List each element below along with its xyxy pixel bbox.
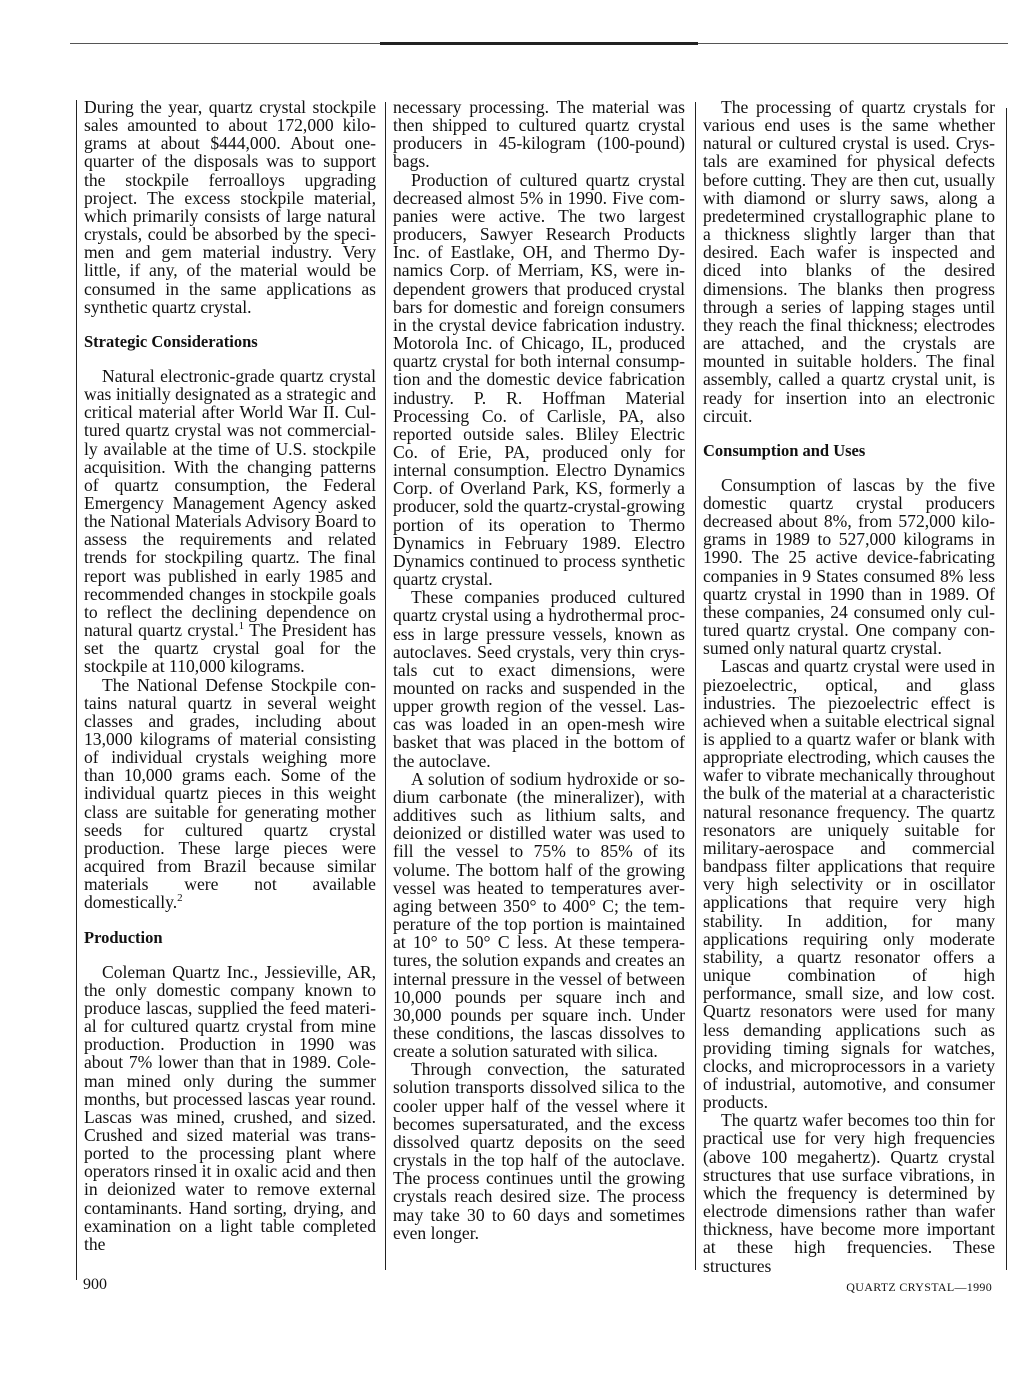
- running-title: QUARTZ CRYSTAL—1990: [846, 1280, 992, 1294]
- paragraph: The processing of quartz crystals for various end uses is the same whether natural or cultured crystal is used. Crystals are examined for physical defects before cutting. They are then cut, usually with diamond or slurry saws, along a predetermined crystallographic plane to a thickness slightly larger than that desired. Each wafer is inspected and diced into blanks of the desired dimensions. The blanks then progress through a series of lapping stages until they reach the final thickness; electrodes are attached, and the crystals are mounted in suitable holders. The final assembly, called a quartz crystal unit, is ready for insertion into an electronic circuit.: [703, 97, 995, 426]
- column-2: [393, 98, 685, 1242]
- footnote-marker: 1: [238, 620, 245, 633]
- section-heading: Strategic Considerations: [84, 331, 258, 351]
- column-rule-left: [76, 100, 77, 1280]
- paragraph: Production of cultured quartz crystal decreased almost 5% in 1990. Five companies were active. The two largest producers, Sawyer Research Products Inc. of Eastlake, OH, and Thermo Dynamics Corp. of Merriam, KS, were independent growers that produced crystal bars for domestic and foreign consumers in the crystal device fabrication industry. Motorola Inc. of Chicago, IL, produced quartz crystal for both internal consumption and the domestic device fabrication industry. P. R. Hoffman Material Processing Co. of Carlisle, PA, also reported outside sales. Bliley Electric Co. of Erie, PA, produced only for internal consumption. Electro Dynamics Corp. of Overland Park, KS, formerly a producer, sold the quartz-crystal-growing portion of its operation to Thermo Dynamics in February 1989. Electro Dynamics continued to process synthetic quartz crystal.: [393, 169, 685, 590]
- paragraph: Natural electronic-grade quartz crystal was initially designated as a strategic and critical material after World War II. Cultured quartz crystal was not commercially available at the time of U.S. stockpile acquisition. With the changing patterns of quartz consumption, the Federal Emergency Management Agency asked the National Materials Advisory Board to assess the requirements and related trends for stockpiling quartz. The final report was published in early 1985 and recommended changes in stockpile goals to reflect the declining dependence on natural quartz crystal.$^1$ The President has set the quartz crystal goal for the stockpile at 110,000 kilograms.: [84, 365, 376, 677]
- column-rule-right: [1006, 108, 1007, 1270]
- paragraph: During the year, quartz crystal stockpile sales amounted to about 172,000 kilograms at about $444,000. About one-quarter of the disposals was to support the stockpile ferroalloys upgrading project. The excess stockpile material, which primarily consists of large natural crystals, could be absorbed by the specimen and gem material industry. Very little, if any, of the material would be consumed in the same applications as synthetic quartz crystal.: [84, 97, 376, 317]
- paragraph: Coleman Quartz Inc., Jessieville, AR, the only domestic company known to produce lascas, supplied the feed material for cultured quartz crystal from mine production. Production in 1990 was about 7% lower than that in 1989. Coleman mined only during the summer months, but processed lascas year round. Lascas was mined, crushed, and sized. Crushed and sized material was transported to the processing plant where operators rinsed it in oxalic acid and then in deionized water to remove external contaminants. Hand sorting, drying, and examination on a light table completed the: [84, 961, 376, 1254]
- section-heading: Consumption and Uses: [703, 440, 866, 460]
- page-number: 900: [83, 1276, 107, 1293]
- header-rule-accent: [380, 42, 698, 45]
- paragraph: Through convection, the saturated solution transports dissolved silica to the cooler upper half of the vessel where it becomes supersaturated, and the excess dissolved quartz deposits on the seed crystals in the top half of the autoclave. The process continues until the growing crystals reach desired size. The process may take 30 to 60 days and sometimes even longer.: [393, 1059, 685, 1243]
- column-3: [703, 98, 995, 1275]
- section-heading: Production: [84, 927, 163, 947]
- paragraph: Lascas and quartz crystal were used in piezoelectric, optical, and glass industries. The piezoelectric effect is achieved when a suitable electrical signal is applied to a quartz wafer or blank with appropriate electroding, which causes the wafer to vibrate mechanically throughout the bulk of the material at a characteristic natural resonance frequency. The quartz resonators are uniquely suitable for military-aerospace and commercial bandpass filter applications that require very high selectivity or in oscillator applications that require very high stability. In addition, for many applications requiring only moderate stability, a quartz resonator offers a unique combination of high performance, small size, and low cost. Quartz resonators were used for many less demanding applications such as providing timing signals for watches, clocks, and microprocessors in a variety of industrial, automotive, and consumer products.: [703, 656, 995, 1113]
- paragraph: The quartz wafer becomes too thin for practical use for very high frequencies (above 100 megahertz). Quartz crystal structures that use surface vibrations, in which the frequency is determined by electrode dimensions rather than wafer thickness, have become more important at these high frequencies. These structures: [703, 1110, 995, 1276]
- paragraph: The National Defense Stockpile contains natural quartz in several weight classes and grades, including about 13,000 kilograms of material consisting of individual crystals weighing more than 10,000 grams each. Some of the individual quartz pieces in this weight class are suitable for generating mother seeds for cultured quartz crystal production. These large pieces were acquired from Brazil because similar materials were not available domestically.$^2$: [84, 674, 376, 913]
- paragraph: A solution of sodium hydroxide or sodium carbonate (the mineralizer), with additives such as lithium salts, and deionized or distilled water was used to fill the vessel to 75% to 85% of its volume. The bottom half of the growing vessel was heated to temperatures averaging between 350° to 400° C; the temperature of the top portion is maintained at 10° to 50° C less. At these temperatures, the solution expands and creates an internal pressure in the vessel of between 10,000 pounds per square inch and 30,000 pounds per square inch. Under these conditions, the lascas dissolves to create a solution saturated with silica.: [393, 768, 685, 1062]
- column-1: [84, 98, 376, 1253]
- footnote-marker: 2: [177, 892, 183, 905]
- paragraph: Consumption of lascas by the five domestic quartz crystal producers decreased about 8%, from 572,000 kilograms in 1989 to 527,000 kilograms in 1990. The 25 active device-fabricating companies in 9 States consumed 8% less quartz crystal in 1990 than in 1989. Of these companies, 24 consumed only cultured quartz crystal. One company consumed only natural quartz crystal.: [703, 474, 995, 659]
- paragraph: These companies produced cultured quartz crystal using a hydrothermal process in large pressure vessels, known as autoclaves. Seed crystals, very thin crystals cut to exact dimensions, were mounted on racks and suspended in the upper growth region of the vessel. Lascas was loaded in an open-mesh wire basket that was placed in the bottom of the autoclave.: [393, 587, 685, 771]
- paragraph: necessary processing. The material was then shipped to cultured quartz crystal producers in 45-kilogram (100-pound) bags.: [393, 97, 685, 172]
- column-rule-middle-2: [695, 102, 696, 1270]
- column-rule-middle-1: [385, 102, 386, 1270]
